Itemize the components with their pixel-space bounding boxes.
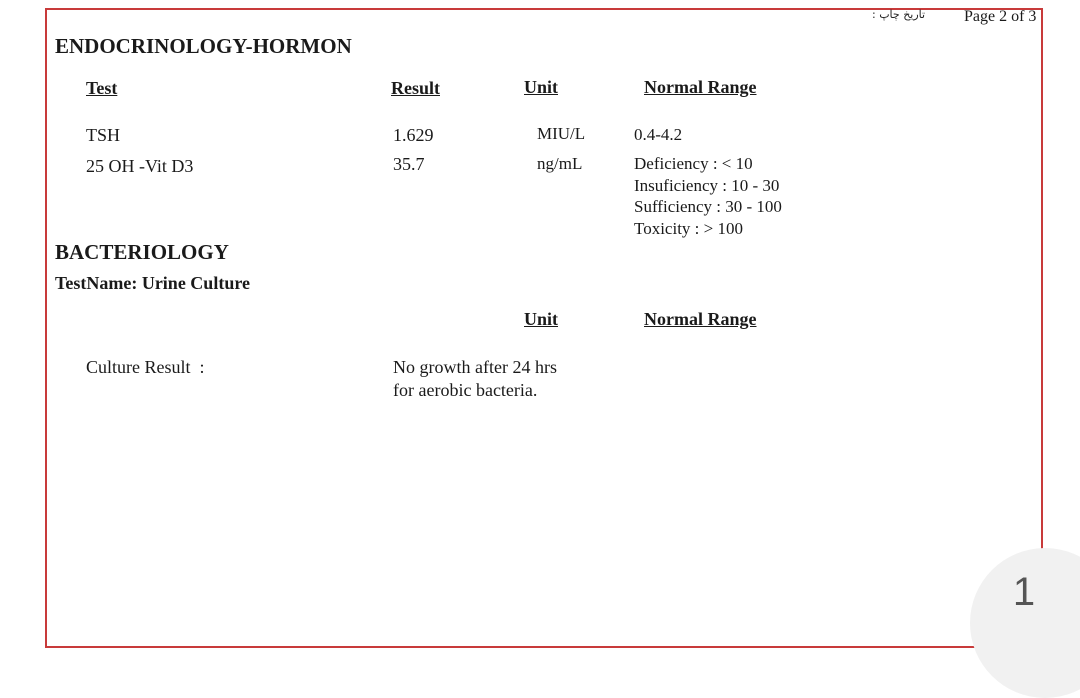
result-vit-d3: 35.7: [393, 154, 425, 174]
bacteriology-column-header-normal-range: Normal Range: [644, 309, 757, 329]
range-vit-d3-line-4: Toxicity : > 100: [634, 218, 743, 238]
column-header-unit: Unit: [524, 77, 559, 97]
unit-vit-d3: ng/mL: [537, 154, 583, 173]
page-indicator-number: 1: [1012, 570, 1036, 614]
column-header-test: Test: [86, 78, 118, 98]
column-header-result: Result: [391, 78, 440, 98]
page-number: Page 2 of 3: [964, 8, 1037, 25]
test-name-tsh: TSH: [86, 125, 121, 145]
culture-result-label: Culture Result :: [86, 357, 205, 377]
range-tsh: 0.4-4.2: [634, 125, 683, 144]
test-name-vit-d3: 25 OH -Vit D3: [86, 156, 194, 176]
section-title-bacteriology: BACTERIOLOGY: [55, 240, 229, 264]
test-name-label: TestName: Urine Culture: [55, 273, 250, 293]
column-header-normal-range: Normal Range: [644, 77, 757, 97]
section-title-endocrinology: ENDOCRINOLOGY-HORMON: [55, 34, 352, 58]
range-vit-d3-line-1: Deficiency : < 10: [634, 154, 753, 173]
range-vit-d3-line-3: Sufficiency : 30 - 100: [634, 197, 782, 216]
result-tsh: 1.629: [393, 125, 434, 145]
print-date-label: تاریخ چاپ :: [872, 8, 926, 21]
range-vit-d3-line-2: Insuficiency : 10 - 30: [634, 175, 780, 195]
culture-result-value: No growth after 24 hrs for aerobic bacteria.: [393, 357, 557, 400]
unit-tsh: MIU/L: [537, 124, 586, 143]
bacteriology-column-header-unit: Unit: [524, 309, 559, 329]
